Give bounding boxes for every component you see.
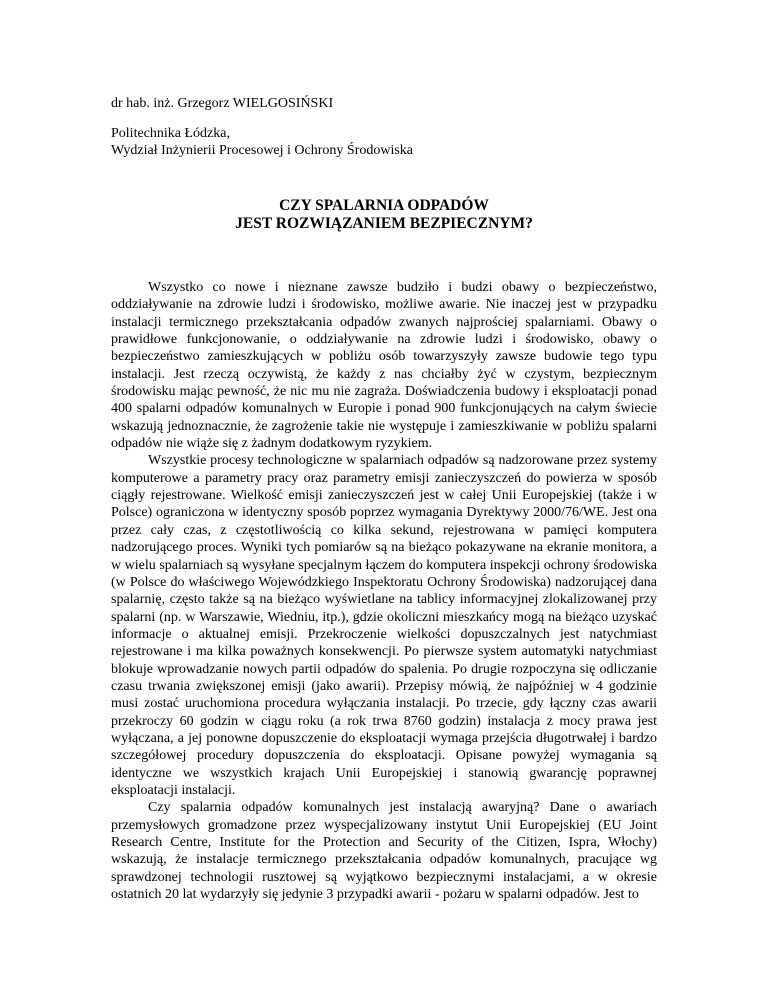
author-block <box>111 95 671 159</box>
affiliation-faculty: Wydział Inżynierii Procesowej i Ochrony Środowiska <box>111 143 414 158</box>
document-title <box>111 197 657 233</box>
author-name: dr hab. inż. Grzegorz WIELGOSIŃSKI <box>111 96 334 111</box>
paragraph-2: Wszystkie procesy technologiczne w spalarniach odpadów są nadzorowane przez systemy komputerowe a parametry pracy oraz parametry emisji zanieczyszczeń do powierza w sposób ciągły rejestrowane. Wielkość emisji zanieczyszczeń jest w całej Unii Europejskiej (także i w Polsce) ograniczona w identyczny sposób poprzez wymagania Dyrektywy 2000/76/WE. Jest ona przez cały czas, z częstotliwością co kilka sekund, rejestrowana w pamięci komputera nadzorującego proces. Wyniki tych pomiarów są na bieżąco pokazywane na ekranie monitora, a w wielu spalarniach są wysyłane specjalnym łączem do komputera inspekcji ochrony środowiska (w Polsce do właściwego Wojewódzkiego Inspektoratu Ochrony Środowiska) nadzorującej dana spalarnię, często także są na bieżąco wyświetlane na tablicy informacyjnej zlokalizowanej przy spalarni (np. w Warszawie, Wiedniu, itp.), gdzie okoliczni mieszkańcy mogą na bieżąco uzyskać informacje o aktualnej emisji. Przekroczenie wielkości dopuszczalnych jest natychmiast rejestrowane i ma kilka poważnych konsekwencji. Po pierwsze system automatyki natychmiast blokuje wprowadzanie nowych partii odpadów do spalenia. Po drugie rozpoczyna się odliczanie czasu trwania zwiększonej emisji (jako awarii). Przepisy mówią, że najpóźniej w 4 godzinie musi zostać uruchomiona procedura wyłączania instalacji. Po trzecie, gdy łączny czas awarii przekroczy 60 godzin w ciągu roku (a rok trwa 8760 godzin) instalacja z mocy prawa jest wyłączana, a jej ponowne dopuszczenie do eksploatacji wymaga przejścia długotrwałej i bardzo szczegółowej procedury dopuszczenia do eksploatacji. Opisane powyżej wymagania są identyczne we wszystkich krajach Unii Europejskiej i stanowią gwarancję poprawnej eksploatacji instalacji. <box>111 453 657 798</box>
paragraph-3: Czy spalarnia odpadów komunalnych jest instalacją awaryjną? Dane o awariach przemysłowych gromadzone przez wyspecjalizowany instytut Unii Europejskiej (EU Joint Research Centre, Institute for the Protection and Security of the Citizen, Ispra, Włochy) wskazują, że instalacje termicznego przekształcania odpadów komunalnych, pracujące wg sprawdzonej technologii rusztowej są wyjątkowo bezpiecznymi instalacjami, a w okresie ostatnich 20 lat wydarzyły się jedynie 3 przypadki awarii - pożaru w spalarni odpadów. Jest to <box>111 800 657 903</box>
title-line-1: CZY SPALARNIA ODPADÓW <box>279 197 489 214</box>
paragraph-1: Wszystko co nowe i nieznane zawsze budziło i budzi obawy o bezpieczeństwo, oddziaływanie na zdrowie ludzi i środowisko, możliwe awarie. Nie inaczej jest w przypadku instalacji termicznego przekształcania odpadów zwanych najprościej spalarniami. Obawy o prawidłowe funkcjonowanie, o oddziaływanie na zdrowie ludzi i środowisko, obawy o bezpieczeństwo zamieszkujących w pobliżu osób towarzyszyły zawsze budowie tego typu instalacji. Jest rzeczą oczywistą, że każdy z nas chciałby żyć w czystym, bezpiecznym środowisku mając pewność, że nic mu nie zagraża. Doświadczenia budowy i eksploatacji ponad 400 spalarni odpadów komunalnych w Europie i ponad 900 funkcjonujących na całym świecie wskazują jednoznacznie, że zagrożenie takie nie występuje i zamieszkiwanie w pobliżu spalarni odpadów nie wiąże się z żadnym dodatkowym ryzykiem. <box>111 280 657 452</box>
body-text <box>111 279 657 903</box>
affiliation-university: Politechnika Łódzka, <box>111 126 230 141</box>
title-line-2: JEST ROZWIĄZANIEM BEZPIECZNYM? <box>235 215 533 232</box>
